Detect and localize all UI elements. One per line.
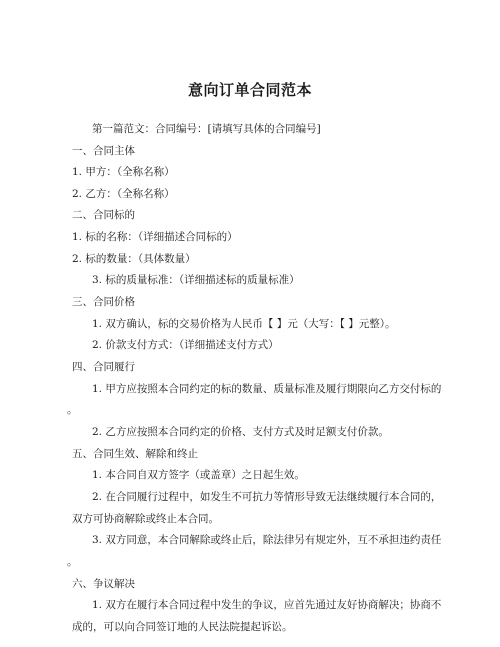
doc-line: 1. 标的名称：（详细描述合同标的） xyxy=(72,231,238,243)
section-heading-subject: 二、合同标的 xyxy=(72,209,135,221)
doc-line: 1. 甲方：（全称名称） xyxy=(72,166,175,178)
section-heading-performance: 四、合同履行 xyxy=(72,361,135,373)
doc-line: 2. 标的数量：（具体数量） xyxy=(72,253,196,265)
doc-line: 。 xyxy=(67,404,78,416)
doc-line: 1. 甲方应按照本合同约定的标的数量、质量标准及履行期限向乙方交付标的 xyxy=(92,383,442,395)
doc-line: 1. 双方在履行本合同过程中发生的争议，应首先通过友好协商解决；协商不 xyxy=(92,599,442,611)
doc-line: 3. 标的质量标准：（详细描述标的质量标准） xyxy=(92,274,300,286)
doc-line: 1. 本合同自双方签字（或盖章）之日起生效。 xyxy=(92,469,305,481)
doc-line: 2. 乙方：（全称名称） xyxy=(72,188,175,200)
document-title: 意向订单合同范本 xyxy=(187,81,312,99)
doc-line: 1. 双方确认，标的交易价格为人民币【 】元（大写：【 】元整）。 xyxy=(92,318,396,330)
doc-line: 成的，可以向合同签订地的人民法院提起诉讼。 xyxy=(72,621,293,633)
doc-line: 双方可协商解除或终止本合同。 xyxy=(72,513,219,525)
section-heading-parties: 一、合同主体 xyxy=(72,145,135,157)
section-heading-dispute: 六、争议解决 xyxy=(72,578,135,590)
doc-line: 。 xyxy=(67,556,78,568)
section-heading-effect: 五、合同生效、解除和终止 xyxy=(72,448,198,460)
doc-line: 2. 在合同履行过程中，如发生不可抗力等情形导致无法继续履行本合同的， xyxy=(92,491,442,503)
doc-line: 2. 价款支付方式：（详细描述支付方式） xyxy=(92,339,279,351)
doc-line: 2. 乙方应按照本合同约定的价格、支付方式及时足额支付价款。 xyxy=(92,426,389,438)
doc-line: 3. 双方同意，本合同解除或终止后，除法律另有规定外，互不承担违约责任 xyxy=(92,534,442,546)
section-heading-price: 三、合同价格 xyxy=(72,296,135,308)
doc-line-intro: 第一篇范文：合同编号：[请填写具体的合同编号] xyxy=(92,123,321,135)
